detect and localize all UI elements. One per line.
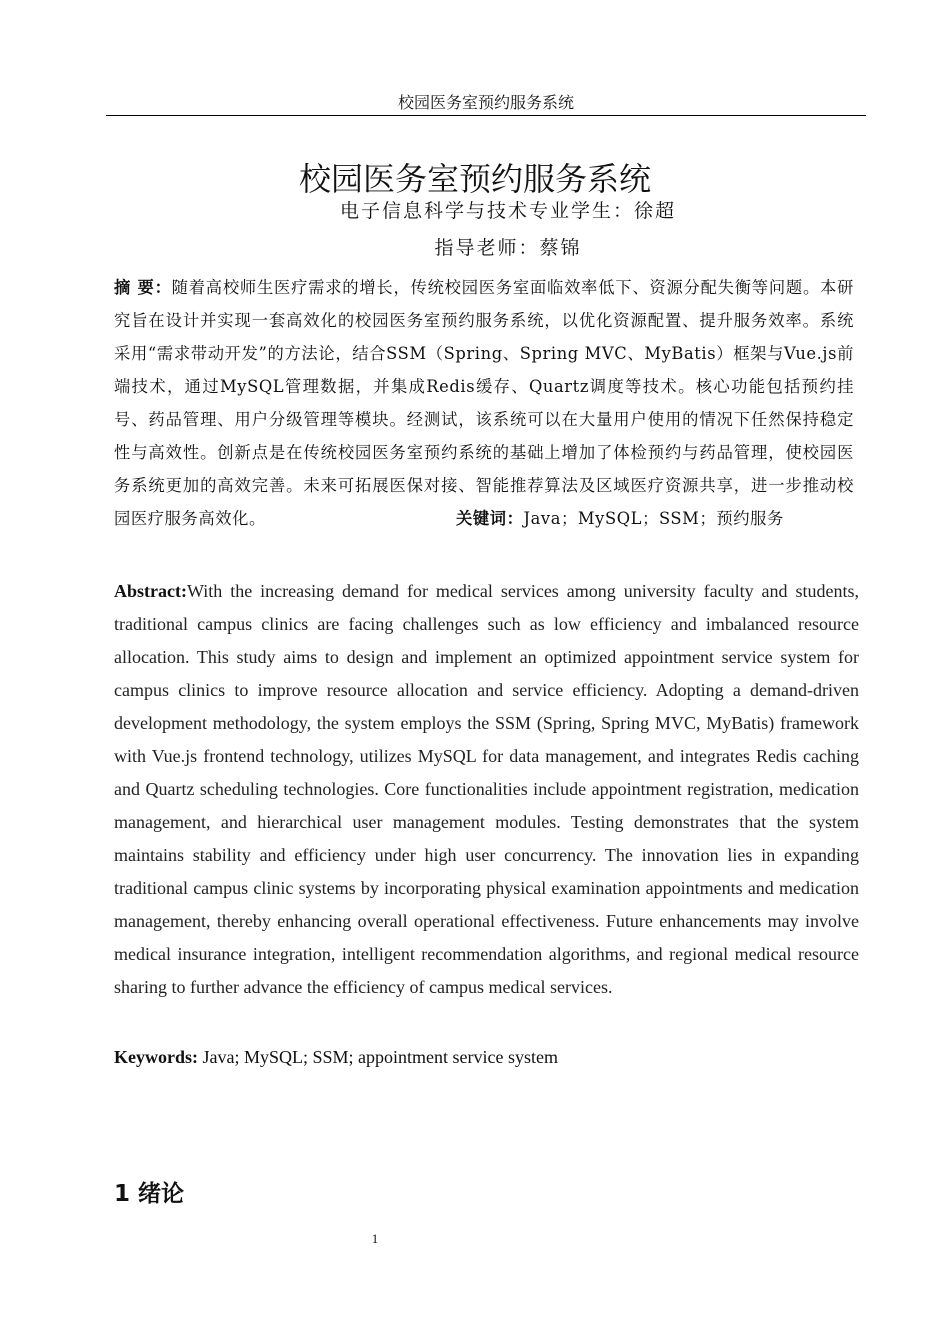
chinese-abstract-text: 随着高校师生医疗需求的增长，传统校园医务室面临效率低下、资源分配失衡等问题。本研究旨在设计并实现一套高效化的校园医务室预约服务系统，以优化资源配置、提升服务效率。系统采用“需求带动开发”的方法论，结合SSM（Spring、Spring MVC、MyBatis）框架与Vue.js前端技术，通过MySQL管理数据，并集成Redis缓存、Quartz调度等技术。核心功能包括预约挂号、药品管理、用户分级管理等模块。经测试，该系统可以在大量用户使用的情况下任然保持稳定性与高效性。创新点是在传统校园医务室预约系统的基础上增加了体检预约与药品管理，使校园医务系统更加的高效完善。未来可拓展医保对接、智能推荐算法及区域医疗资源共享，进一步推动校园医疗服务高效化。 (114, 278, 854, 528)
page-number: 1 (371, 1231, 379, 1246)
english-keywords-label: Keywords: (114, 1047, 198, 1067)
paper-title: 校园医务室预约服务系统 (298, 160, 651, 199)
chinese-keywords-label: 关键词： (455, 509, 524, 528)
chinese-keywords-text: Java；MySQL；SSM；预约服务 (523, 509, 784, 528)
english-abstract (114, 575, 859, 1004)
english-keywords (114, 1043, 859, 1071)
chinese-abstract-label: 摘 要： (114, 278, 172, 297)
author-line: 电子信息科学与技术专业学生：徐超 (339, 200, 676, 222)
english-abstract-text: With the increasing demand for medical services among university faculty and students, traditional campus clinics are facing challenges such as low efficiency and imbalanced resource allocation. This study aims to design and implement an optimized appointment service system for campus clinics to improve resource allocation and service efficiency. Adopting a demand-driven development methodology, the system employs the SSM (Spring, Spring MVC, MyBatis) framework with Vue.js frontend technology, utilizes MySQL for data management, and integrates Redis caching and Quartz scheduling technologies. Core functionalities include appointment registration, medication management, and hierarchical user management modules. Testing demonstrates that the system maintains stability and efficiency under high user concurrency. The innovation lies in expanding traditional campus clinic systems by incorporating physical examination appointments and medication management, thereby enhancing overall operational effectiveness. Future enhancements may involve medical insurance integration, intelligent recommendation algorithms, and regional medical resource sharing to further advance the efficiency of campus medical services. (114, 581, 859, 997)
advisor-line: 指导老师：蔡锦 (434, 237, 582, 259)
english-abstract-label: Abstract: (114, 581, 187, 601)
section-heading: 1 绪论 (114, 1181, 185, 1208)
english-keywords-text: Java; MySQL; SSM; appointment service system (198, 1047, 558, 1067)
running-header: 校园医务室预约服务系统 (106, 92, 866, 116)
chinese-abstract (114, 271, 854, 535)
chinese-keywords (456, 502, 784, 535)
